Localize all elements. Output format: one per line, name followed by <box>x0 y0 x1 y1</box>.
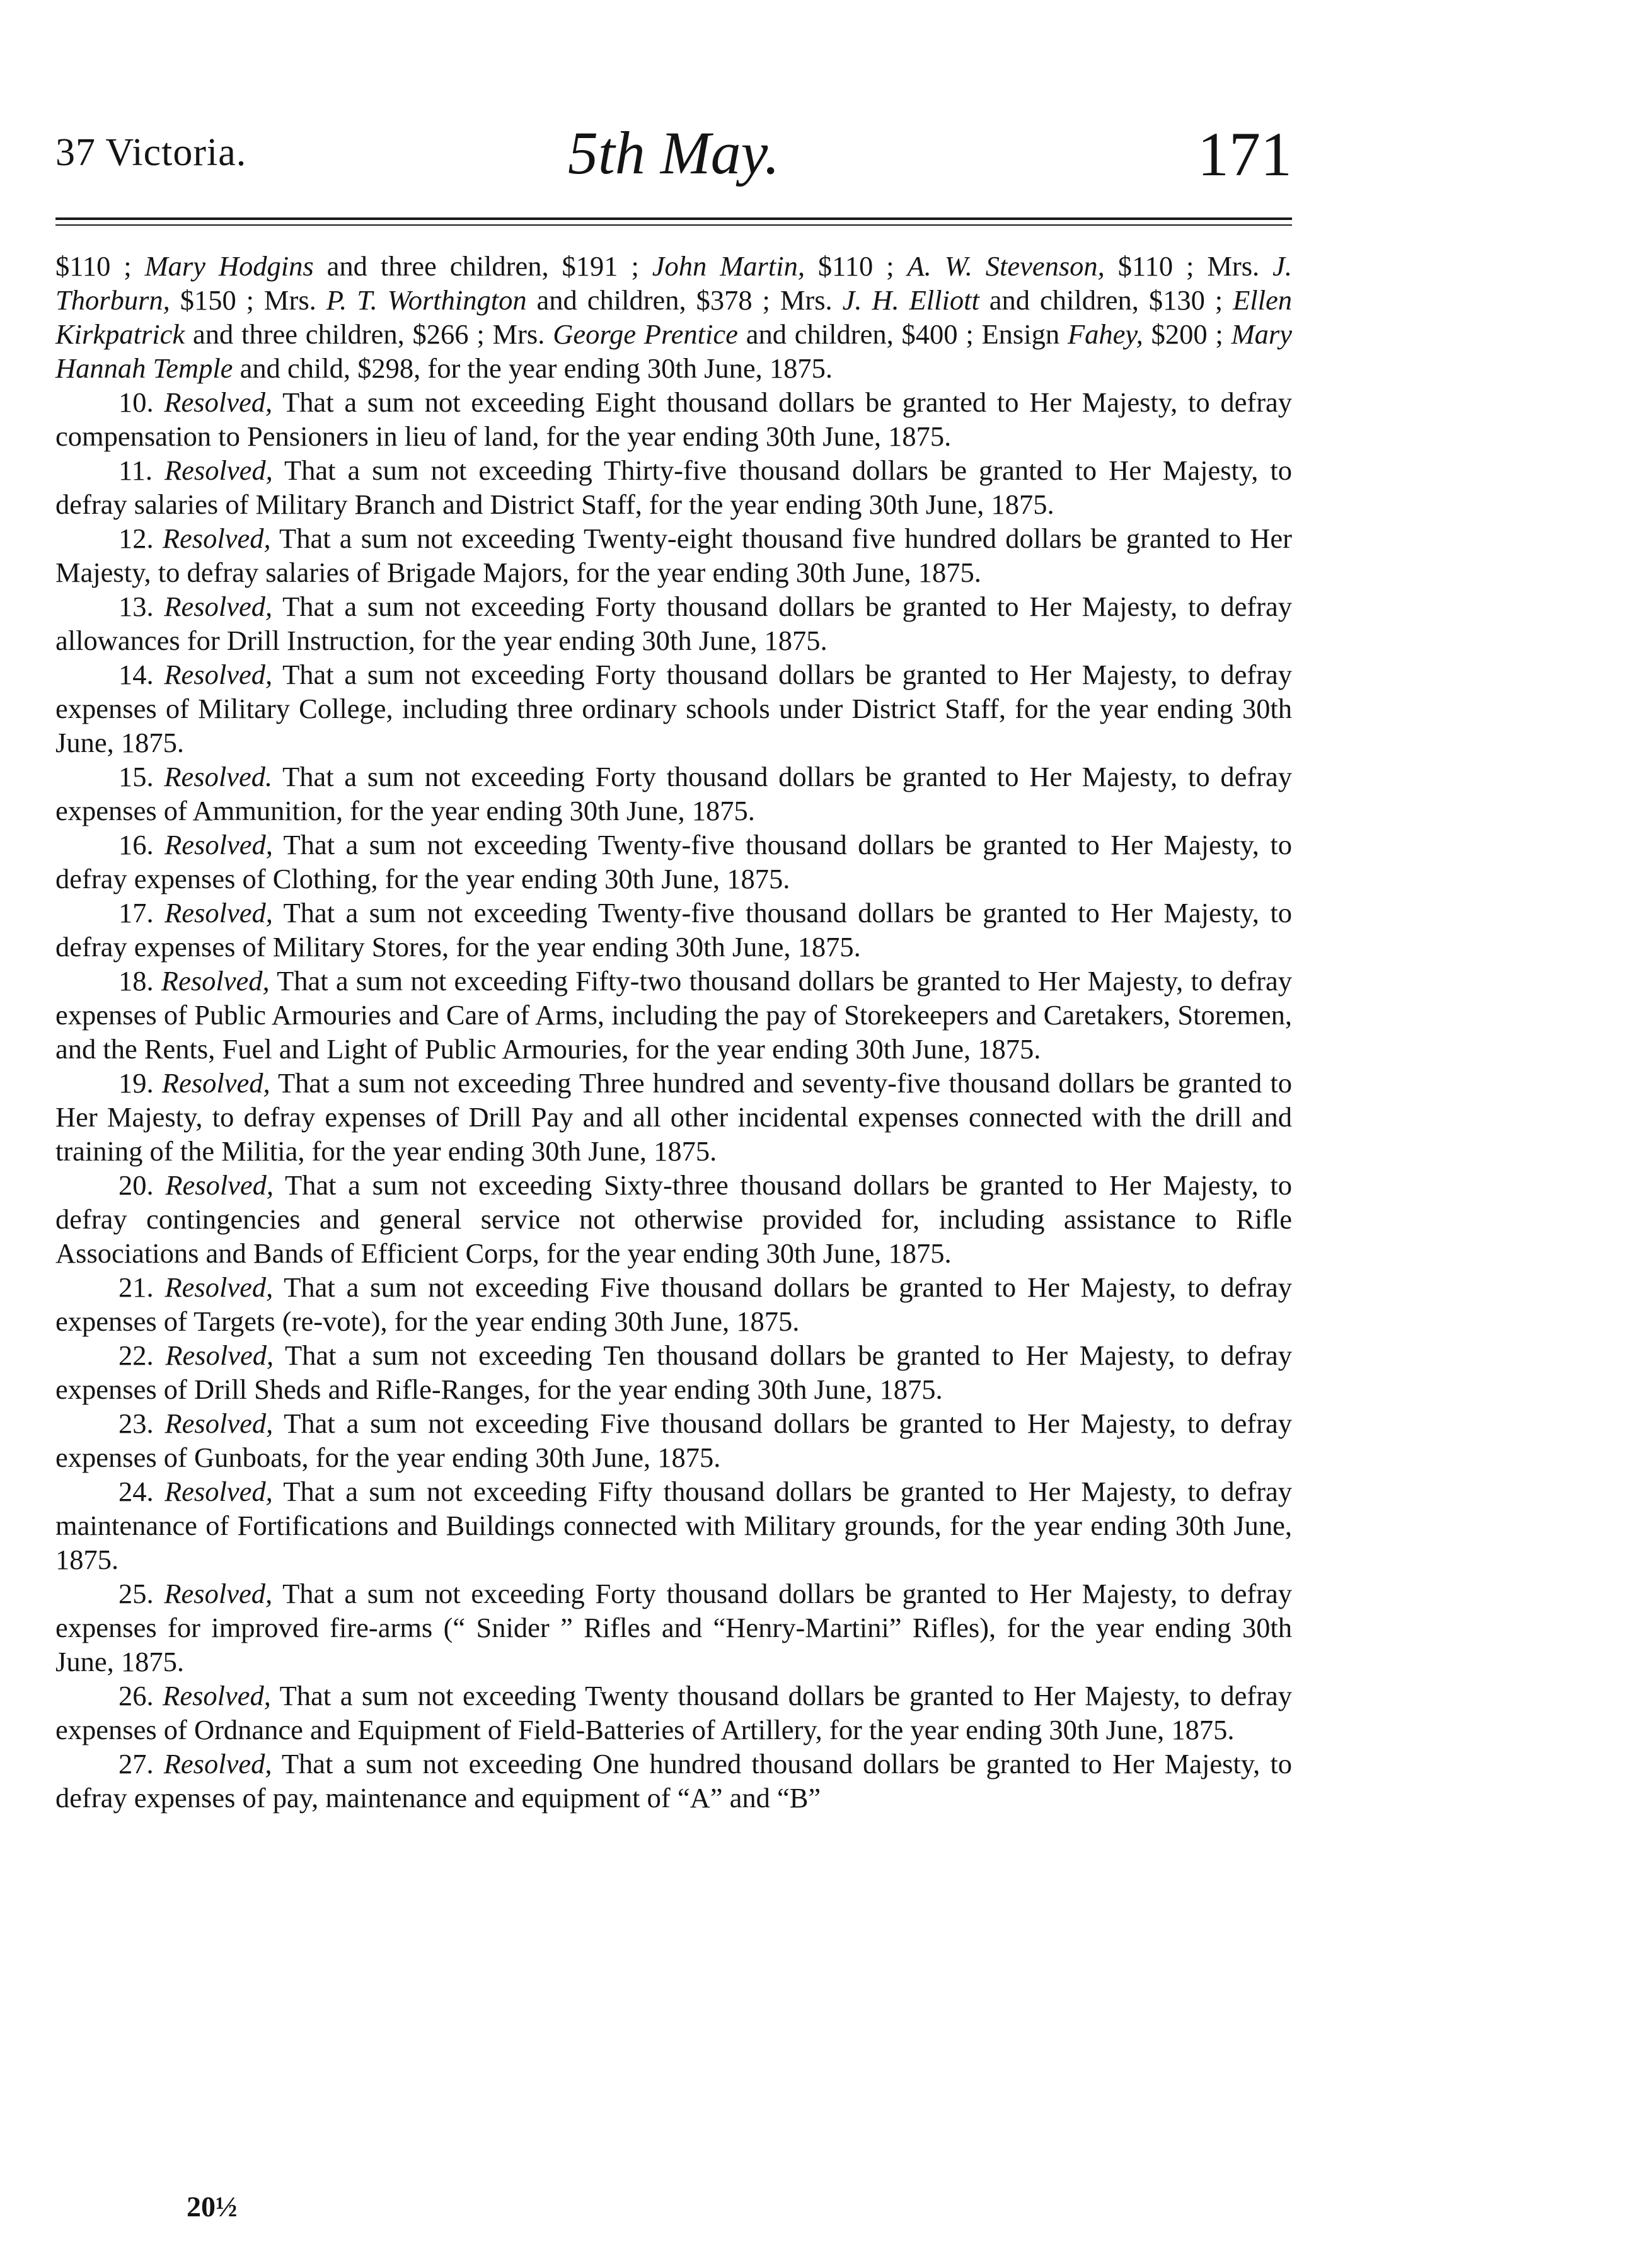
resolved-keyword: Resolved, <box>162 523 271 554</box>
page-number: 171 <box>1197 119 1292 189</box>
resolution-number: 21. <box>118 1271 154 1303</box>
resolution-text: That a sum not exceeding Fifty-two thousand dollars be granted to Her Majesty, to defray expenses of Public Armouries and Care of Arms, including the pay of Storekeepers and Caretakers, Storemen, and the Rents, Fuel and Light of Public Armouries, for the year ending 30th June, 1875. <box>55 965 1293 1065</box>
resolved-keyword: Resolved, <box>164 1476 273 1507</box>
header-rule-thin <box>55 224 1292 226</box>
text-segment: and child, $298, for the year ending 30th June, 1875. <box>233 352 833 384</box>
resolution-number: 27. <box>118 1748 154 1779</box>
text-segment: $110 ; Mrs. <box>1104 250 1273 282</box>
resolution-text: That a sum not exceeding Fifty thousand dollars be granted to Her Majesty, to defray maintenance of Fortifications and Buildings connected with Military grounds, for the year ending 30th June, 1875. <box>55 1476 1292 1575</box>
resolved-keyword: Resolved, <box>163 1680 271 1711</box>
resolution-number: 26. <box>118 1680 154 1711</box>
resolution-text: That a sum not exceeding Five thousand dollars be granted to Her Majesty, to defray expenses of Targets (re-vote), for the year ending 30th June, 1875. <box>55 1271 1293 1337</box>
resolved-keyword: Resolved, <box>164 386 273 418</box>
session-label: 37 Victoria. <box>55 131 247 174</box>
resolution-text: That a sum not exceeding Twenty thousand dollars be granted to Her Majesty, to defray expenses of Ordnance and Equipment of Field-Batteries of Artillery, for the year ending 30th June, 1875. <box>55 1680 1293 1745</box>
resolved-keyword: Resolved, <box>161 1067 270 1099</box>
resolution-text: That a sum not exceeding Eight thousand dollars be granted to Her Majesty, to defray compensation to Pensioners in lieu of land, for the year ending 30th June, 1875. <box>55 386 1293 452</box>
resolution-number: 11. <box>118 454 153 486</box>
text-segment: and three children, $266 ; Mrs. <box>185 318 553 350</box>
page-body <box>55 249 1292 1815</box>
text-segment: and children, $130 ; <box>979 284 1233 316</box>
resolved-keyword: Resolved, <box>164 1271 274 1303</box>
resolved-keyword: Resolved, <box>164 897 273 929</box>
document-page <box>55 0 1292 2268</box>
resolution-number: 15. <box>118 761 154 792</box>
resolution-27 <box>55 1747 1292 1815</box>
page-header <box>55 110 1292 199</box>
resolved-keyword: Resolved, <box>164 1408 274 1439</box>
name-segment: Mary Hannah Temple <box>55 318 1292 384</box>
resolution-number: 14. <box>118 659 154 690</box>
name-segment: George Prentice <box>553 318 738 350</box>
text-segment: and children, $378 ; Mrs. <box>526 284 843 316</box>
resolution-18 <box>55 964 1292 1066</box>
text-segment: $150 ; Mrs. <box>170 284 326 316</box>
resolution-text: That a sum not exceeding Ten thousand dollars be granted to Her Majesty, to defray expenses of Drill Sheds and Rifle-Ranges, for the year ending 30th June, 1875. <box>55 1339 1293 1405</box>
name-segment: J. Thorburn, <box>55 250 1292 316</box>
signature-mark: 20½ <box>187 2190 238 2223</box>
resolution-19 <box>55 1066 1292 1168</box>
resolution-text: That a sum not exceeding Three hundred and seventy-five thousand dollars be granted to Her Majesty, to defray expenses of Drill Pay and all other incidental expenses connected with the drill and training of the Militia, for the year ending 30th June, 1875. <box>55 1067 1293 1167</box>
name-segment: A. W. Stevenson, <box>907 250 1105 282</box>
name-segment: J. H. Elliott <box>842 284 979 316</box>
resolution-number: 18. <box>118 965 154 997</box>
resolution-16 <box>55 828 1292 896</box>
resolution-number: 20. <box>118 1169 154 1201</box>
text-segment: $200 ; <box>1143 318 1232 350</box>
text-segment: $110 ; <box>804 250 908 282</box>
resolved-keyword: Resolved, <box>161 965 270 997</box>
resolution-text: That a sum not exceeding Forty thousand dollars be granted to Her Majesty, to defray expenses of Military College, including three ordinary schools under District Staff, for the year ending 30th June, 1875. <box>55 659 1292 758</box>
resolution-text: That a sum not exceeding Sixty-three thousand dollars be granted to Her Majesty, to defray contingencies and general service not otherwise provided for, including assistance to Rifle Associations and Bands of Efficient Corps, for the year ending 30th June, 1875. <box>55 1169 1293 1269</box>
resolution-text: That a sum not exceeding Twenty-five thousand dollars be granted to Her Majesty, to defray expenses of Military Stores, for the year ending 30th June, 1875. <box>55 897 1293 963</box>
resolved-keyword: Resolved, <box>164 454 273 486</box>
resolved-keyword: Resolved, <box>164 591 273 622</box>
resolution-number: 17. <box>118 897 154 929</box>
resolution-text: That a sum not exceeding Twenty-five thousand dollars be granted to Her Majesty, to defray expenses of Clothing, for the year ending 30th June, 1875. <box>55 829 1293 894</box>
resolution-number: 24. <box>118 1476 154 1507</box>
date-heading: 5th May. <box>568 119 780 187</box>
resolved-keyword: Resolved. <box>164 761 273 792</box>
resolution-20 <box>55 1168 1292 1270</box>
name-segment: Ellen Kirkpatrick <box>55 284 1292 350</box>
resolution-text: That a sum not exceeding Twenty-eight thousand five hundred dollars be granted to Her Majesty, to defray salaries of Brigade Majors, for the year ending 30th June, 1875. <box>55 523 1293 588</box>
text-segment: and three children, $191 ; <box>313 250 652 282</box>
resolved-keyword: Resolved, <box>164 659 273 690</box>
resolution-17 <box>55 896 1292 964</box>
resolution-text: That a sum not exceeding Forty thousand dollars be granted to Her Majesty, to defray allowances for Drill Instruction, for the year ending 30th June, 1875. <box>55 591 1292 656</box>
resolution-text: That a sum not exceeding Forty thousand dollars be granted to Her Majesty, to defray expenses of Ammunition, for the year ending 30th June, 1875. <box>55 761 1292 826</box>
resolved-keyword: Resolved, <box>164 829 273 860</box>
resolution-text: That a sum not exceeding One hundred thousand dollars be granted to Her Majesty, to defray expenses of pay, maintenance and equipment of “A” and “B” <box>55 1748 1293 1814</box>
name-segment: P. T. Worthington <box>326 284 527 316</box>
resolution-23 <box>55 1406 1292 1474</box>
resolved-keyword: Resolved, <box>165 1339 274 1371</box>
resolution-number: 12. <box>118 523 154 554</box>
resolution-10 <box>55 385 1292 453</box>
name-segment: John Martin, <box>652 250 805 282</box>
resolution-number: 16. <box>118 829 154 860</box>
resolution-14 <box>55 657 1292 760</box>
resolution-number: 22. <box>118 1339 154 1371</box>
resolution-number: 23. <box>118 1408 154 1439</box>
resolution-text: That a sum not exceeding Forty thousand dollars be granted to Her Majesty, to defray expenses for improved fire-arms (“ Snider ” Rifles and “Henry-Martini” Rifles), for the year ending 30th June, 1875. <box>55 1578 1292 1677</box>
resolution-number: 25. <box>118 1578 154 1609</box>
resolution-text: That a sum not exceeding Five thousand dollars be granted to Her Majesty, to defray expenses of Gunboats, for the year ending 30th June, 1875. <box>55 1408 1293 1473</box>
resolution-26 <box>55 1679 1292 1747</box>
name-segment: Fahey, <box>1067 318 1143 350</box>
resolution-text: That a sum not exceeding Thirty-five thousand dollars be granted to Her Majesty, to defray salaries of Military Branch and District Staff, for the year ending 30th June, 1875. <box>55 454 1293 520</box>
text-segment: $110 ; <box>55 250 145 282</box>
resolution-25 <box>55 1577 1292 1679</box>
resolution-22 <box>55 1338 1292 1406</box>
resolved-keyword: Resolved, <box>163 1748 272 1779</box>
resolutions-list <box>55 385 1292 1815</box>
opening-paragraph <box>55 249 1292 385</box>
resolution-13 <box>55 589 1292 657</box>
resolution-number: 13. <box>118 591 154 622</box>
resolution-number: 10. <box>118 386 154 418</box>
name-segment: Mary Hodgins <box>144 250 314 282</box>
resolution-15 <box>55 760 1292 828</box>
resolution-24 <box>55 1474 1292 1577</box>
resolution-11 <box>55 453 1292 521</box>
header-rule-thick <box>55 217 1292 220</box>
resolution-number: 19. <box>118 1067 154 1099</box>
resolved-keyword: Resolved, <box>165 1169 274 1201</box>
text-segment: and children, $400 ; Ensign <box>737 318 1068 350</box>
resolved-keyword: Resolved, <box>164 1578 273 1609</box>
resolution-21 <box>55 1270 1292 1338</box>
resolution-12 <box>55 521 1292 589</box>
